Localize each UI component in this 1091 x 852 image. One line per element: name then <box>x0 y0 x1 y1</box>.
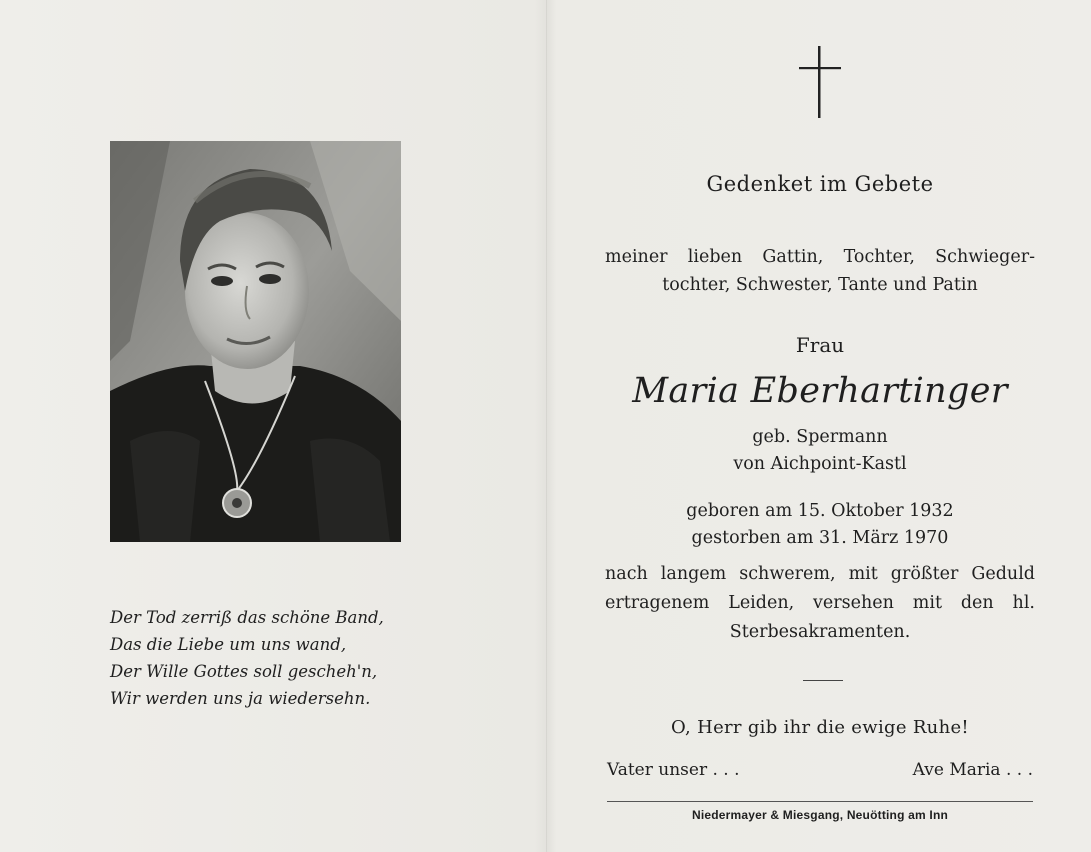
poem-line: Wir werden uns ja wiedersehn. <box>110 689 371 708</box>
footer-rule <box>607 801 1033 802</box>
death-date: gestorben am 31. März 1970 <box>691 528 949 548</box>
birth-date: geboren am 15. Oktober 1932 <box>686 501 954 521</box>
intro-line: tochter, Schwester, Tante und Patin <box>662 275 978 295</box>
poem <box>110 604 440 712</box>
heading: Gedenket im Gebete <box>706 172 934 196</box>
prayer-vater-unser: Vater unser . . . <box>607 760 740 780</box>
description-line: nach langem schwerem, mit größter Geduld <box>605 564 1035 584</box>
description-line: ertragenem Leiden, versehen mit den hl. <box>605 593 1035 613</box>
maiden-name: geb. Spermann <box>752 427 888 447</box>
origin: von Aichpoint-Kastl <box>733 454 907 474</box>
title: Frau <box>795 333 845 357</box>
death-description <box>605 560 1035 647</box>
intro-line: meiner lieben Gattin, Tochter, Schwieger- <box>605 247 1035 267</box>
prayers-row <box>607 760 1033 780</box>
description-line: Sterbesakramenten. <box>729 622 911 642</box>
separator-line <box>803 680 843 681</box>
poem-line: Der Wille Gottes soll gescheh'n, <box>110 662 378 681</box>
cross-icon <box>798 46 842 120</box>
origin-block <box>605 424 1035 478</box>
portrait-photo <box>110 141 401 542</box>
card-fold <box>546 0 547 852</box>
poem-line: Der Tod zerriß das schöne Band, <box>110 608 384 627</box>
poem-line: Das die Liebe um uns wand, <box>110 635 347 654</box>
printer-imprint: Niedermayer & Miesgang, Neuötting am Inn <box>691 808 949 822</box>
intro-text <box>605 243 1035 299</box>
prayer-ave-maria: Ave Maria . . . <box>912 760 1033 780</box>
prayer-rest: O, Herr gib ihr die ewige Ruhe! <box>671 717 969 738</box>
deceased-name: Maria Eberhartinger <box>632 371 1008 411</box>
dates-block <box>605 498 1035 552</box>
